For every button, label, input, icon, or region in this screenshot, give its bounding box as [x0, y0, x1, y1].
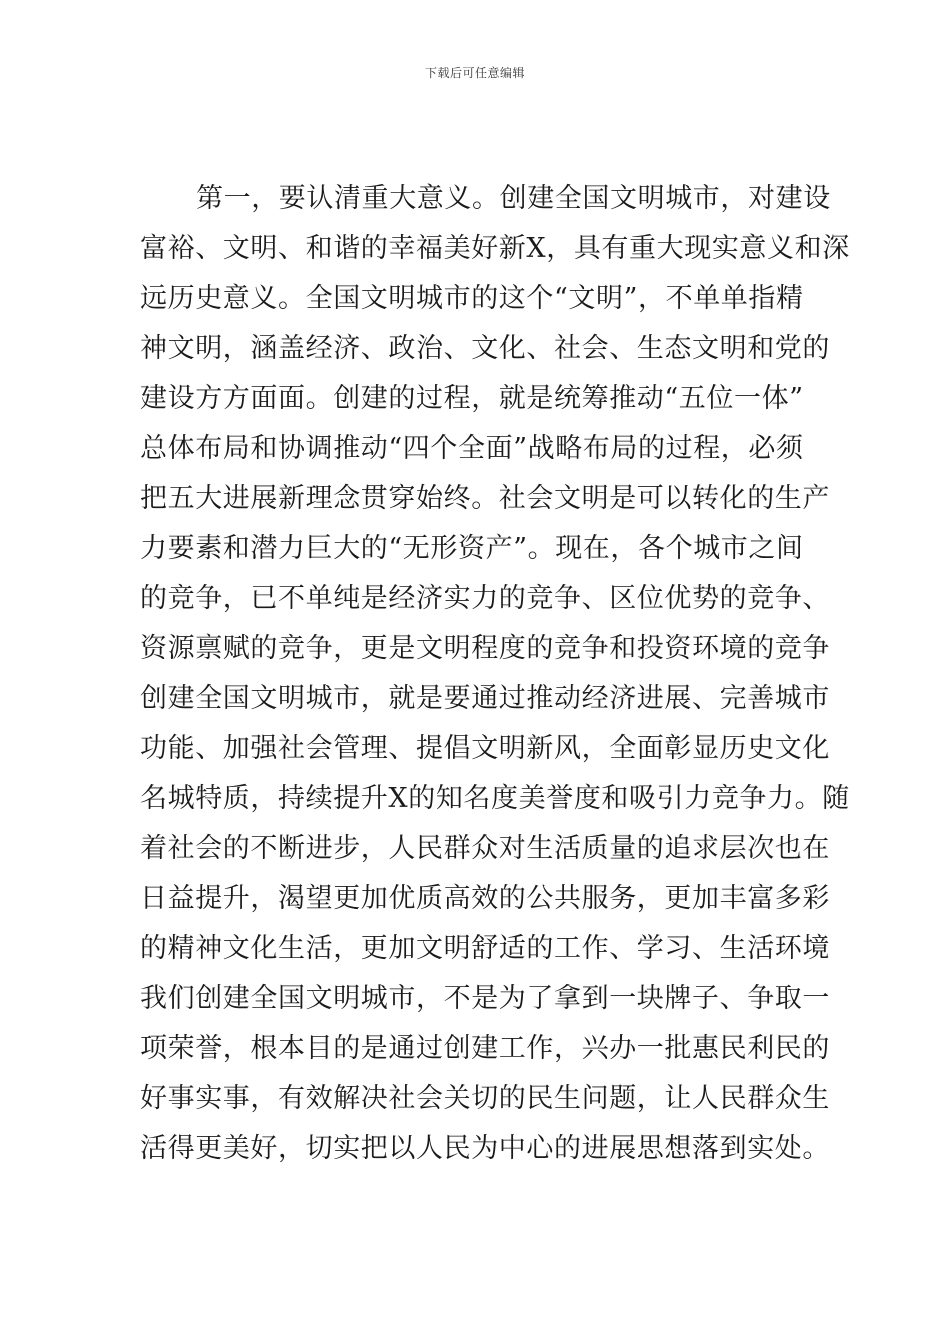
paragraph-line: 名城特质，持续提升X的知名度美誉度和吸引力竞争力。随 [140, 783, 850, 814]
paragraph-line: 神文明，涵盖经济、政治、文化、社会、生态文明和党的 [140, 333, 830, 364]
paragraph-line: 总体布局和协调推动“四个全面”战略布局的过程，必须 [140, 433, 804, 464]
paragraph-line: 力要素和潜力巨大的“无形资产”。现在，各个城市之间 [140, 533, 804, 564]
paragraph-line: 建设方方面面。创建的过程，就是统筹推动“五位一体” [140, 383, 804, 414]
paragraph-line: 功能、加强社会管理、提倡文明新风，全面彰显历史文化 [140, 733, 830, 764]
paragraph-line: 着社会的不断进步，人民群众对生活质量的追求层次也在 [140, 833, 830, 864]
paragraph-line: 富裕、文明、和谐的幸福美好新X，具有重大现实意义和深 [140, 233, 850, 264]
paragraph-line: 项荣誉，根本目的是通过创建工作，兴办一批惠民利民的 [140, 1033, 830, 1064]
header-note: 下载后可任意编辑 [424, 66, 525, 80]
paragraph-line: 好事实事，有效解决社会关切的民生问题，让人民群众生 [140, 1083, 830, 1114]
paragraph-line: 第一，要认清重大意义。创建全国文明城市，对建设 [196, 183, 831, 214]
paragraph-line: 我们创建全国文明城市，不是为了拿到一块牌子、争取一 [140, 983, 830, 1014]
paragraph-line: 远历史意义。全国文明城市的这个“文明”，不单单指精 [140, 283, 804, 314]
paragraph-line: 把五大进展新理念贯穿始终。社会文明是可以转化的生产 [140, 483, 830, 514]
paragraph-line: 的精神文化生活，更加文明舒适的工作、学习、生活环境 [140, 933, 830, 964]
paragraph-line: 日益提升，渴望更加优质高效的公共服务，更加丰富多彩 [140, 883, 830, 914]
body-paragraph [140, 174, 850, 1174]
paragraph-line: 资源禀赋的竞争，更是文明程度的竞争和投资环境的竞争 [140, 633, 830, 664]
paragraph-line: 创建全国文明城市，就是要通过推动经济进展、完善城市 [140, 683, 830, 714]
paragraph-line: 的竞争，已不单纯是经济实力的竞争、区位优势的竞争、 [140, 583, 830, 614]
paragraph-line: 活得更美好，切实把以人民为中心的进展思想落到实处。 [140, 1133, 830, 1164]
